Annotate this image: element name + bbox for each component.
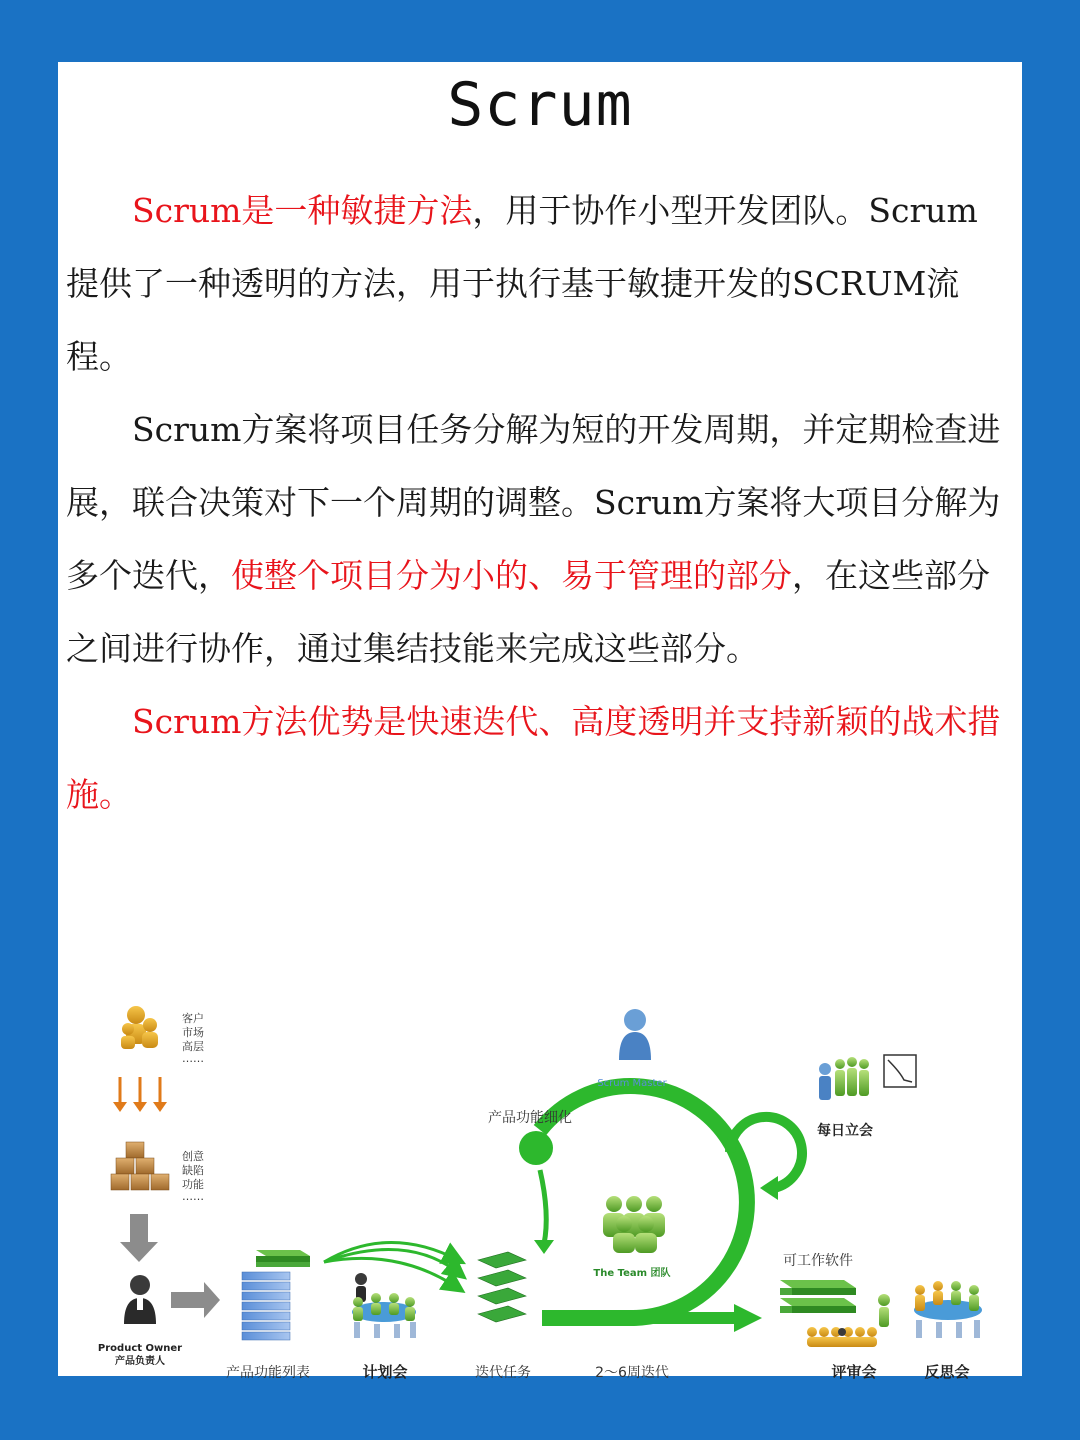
- daily-standup-icon: [819, 1057, 869, 1100]
- sprint-tasks-icon: [478, 1252, 526, 1322]
- planning-label: 计划会: [362, 1363, 408, 1381]
- working-software-label: 可工作软件: [783, 1253, 853, 1269]
- scrum-process-diagram: [58, 932, 1022, 1381]
- highlight-agile-method: Scrum是一种敏捷方法: [132, 191, 473, 230]
- highlight-manageable-parts: 使整个项目分为小的、易于管理的部分: [231, 556, 792, 595]
- input-more: ……: [182, 1190, 204, 1203]
- paragraph-3: [66, 685, 1010, 831]
- product-owner-label-en: Product Owner: [97, 1343, 183, 1354]
- flow-arrows: [324, 1242, 460, 1288]
- requirements-boxes-icon: [111, 1142, 169, 1190]
- working-software-icon: [780, 1280, 856, 1313]
- grey-down-arrow-icon: [120, 1214, 158, 1262]
- backlog-label: 产品功能列表: [226, 1365, 310, 1381]
- paragraph-1: Scrum是一种敏捷方法，用于协作小型开发团队。Scrum提供了一种透明的方法，用于执行基于敏捷开发的SCRUM流程。: [66, 191, 978, 376]
- retrospective-meeting-icon: [914, 1281, 982, 1338]
- product-owner-label-zh: 产品负责人: [115, 1356, 165, 1367]
- down-arrows-icon: [113, 1077, 167, 1112]
- daily-standup-label: 每日立会: [817, 1123, 873, 1139]
- grey-right-arrow-icon: [171, 1282, 220, 1318]
- burndown-chart-icon: [884, 1055, 916, 1087]
- sprint-tasks-label: 迭代任务: [475, 1365, 531, 1381]
- stakeholders-icon: [121, 1006, 158, 1049]
- team-icon: [603, 1196, 665, 1253]
- stakeholder-market: 市场: [182, 1026, 204, 1039]
- input-defects: 缺陷: [182, 1164, 204, 1177]
- highlight-advantages: Scrum方法优势是快速迭代、高度透明并支持新颖的战术措施。: [66, 702, 1001, 814]
- product-backlog-icon: [242, 1250, 310, 1340]
- review-label: 评审会: [831, 1363, 877, 1381]
- page-title: Scrum: [447, 70, 633, 140]
- scrum-master-icon: [619, 1009, 651, 1060]
- refinement-label: 产品功能细化: [488, 1110, 572, 1126]
- stakeholder-more: ……: [182, 1052, 204, 1065]
- team-label: The Team 团队: [593, 1268, 671, 1279]
- input-features: 功能: [182, 1178, 204, 1191]
- content-card: [58, 62, 1022, 1381]
- scrum-master-label: Scrum Master: [597, 1078, 667, 1089]
- product-owner-icon: [124, 1275, 156, 1324]
- daily-cycle-arrowhead: [760, 1176, 778, 1200]
- paragraph-2: Scrum方案将项目任务分解为短的开发周期，并定期检查进展，联合决策对下一个周期的调整。Scrum方案将大项目分解为多个迭代，使整个项目分为小的、易于管理的部分，在这些部分之间进行协作，通过集结技能来完成这些部分。: [66, 410, 1001, 668]
- planning-meeting-icon: [352, 1273, 416, 1338]
- input-ideas: 创意: [182, 1150, 204, 1163]
- retro-label: 反思会: [924, 1363, 970, 1381]
- body-text: [66, 174, 1010, 831]
- sprint-length-label: 2～6周迭代: [595, 1365, 669, 1381]
- stakeholder-executives: 高层: [182, 1040, 204, 1053]
- stakeholder-customer: 客户: [182, 1012, 204, 1025]
